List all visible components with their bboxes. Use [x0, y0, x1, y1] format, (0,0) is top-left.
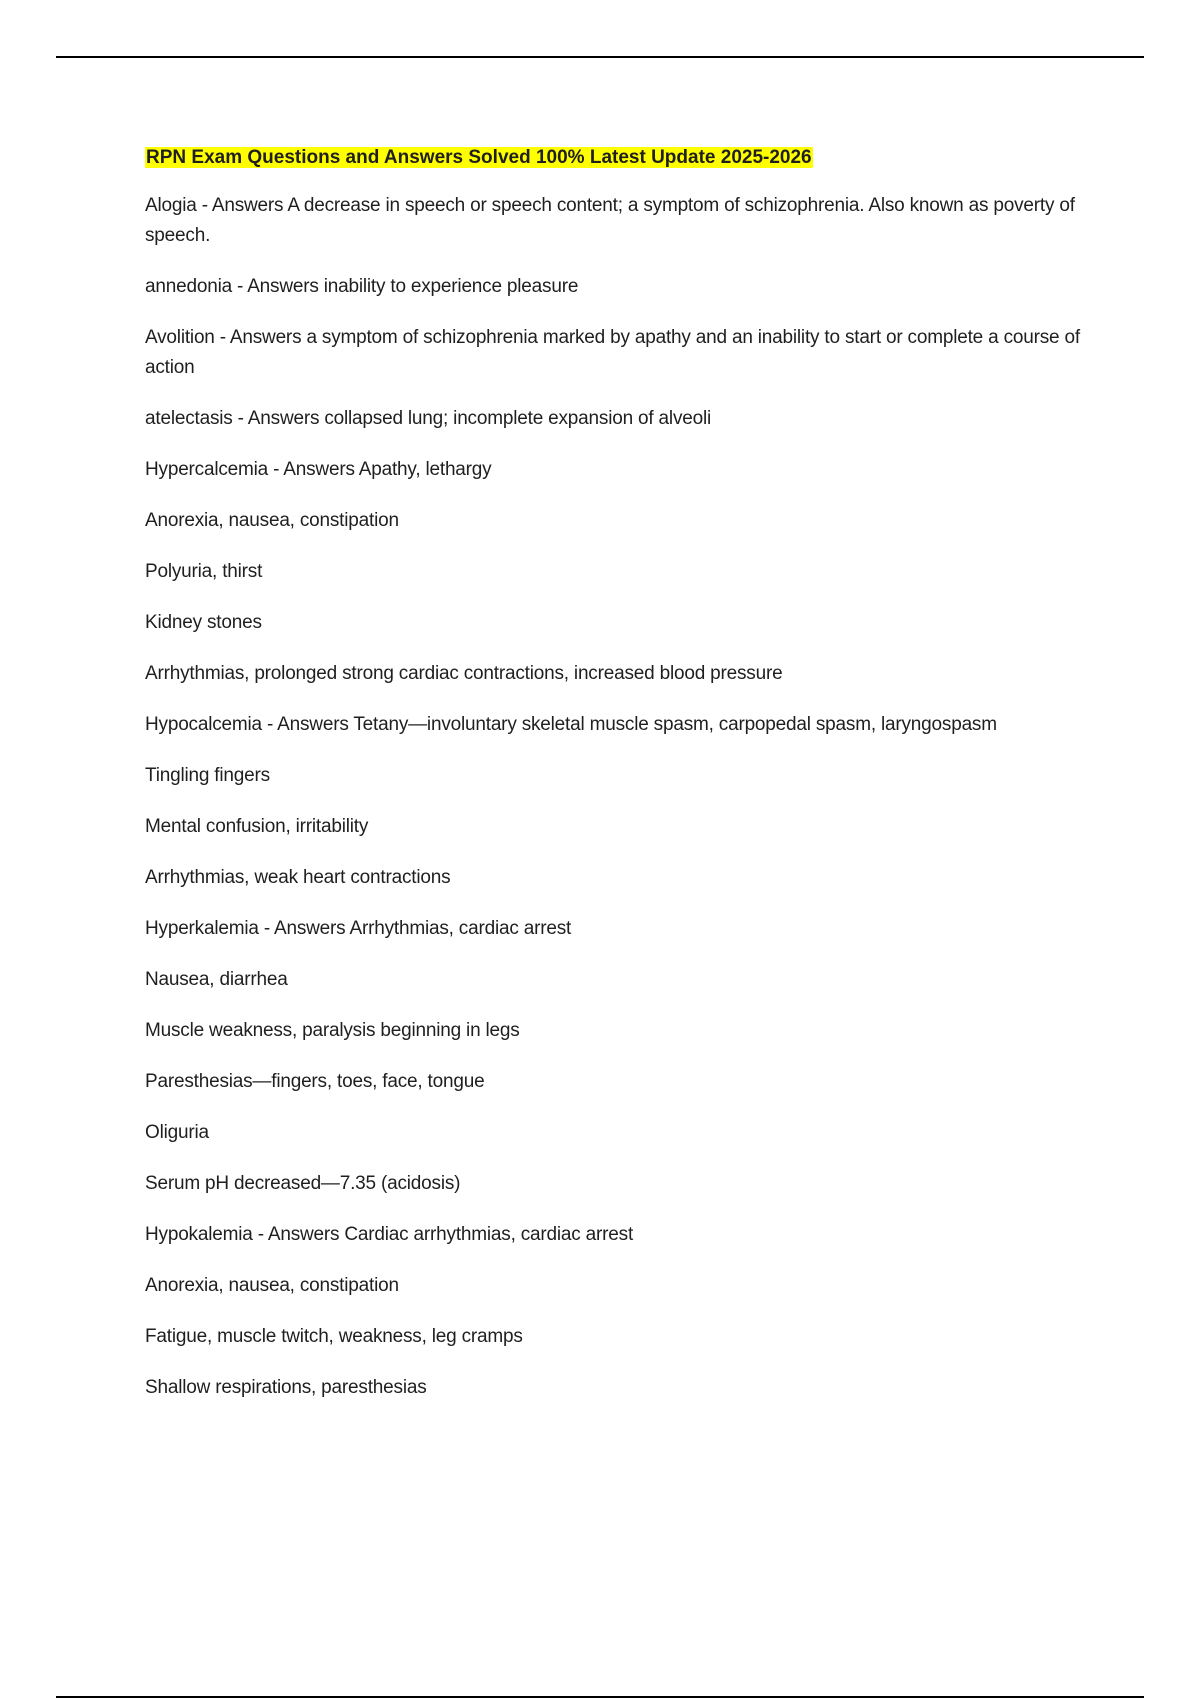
line-polyuria: Polyuria, thirst: [145, 561, 263, 582]
line-fatigue: Fatigue, muscle twitch, weakness, leg cramps: [145, 1326, 523, 1347]
line-serum-ph: Serum pH decreased—7.35 (acidosis): [145, 1173, 461, 1194]
line-mental-confusion: Mental confusion, irritability: [145, 816, 369, 837]
line-hypokalemia: Hypokalemia - Answers Cardiac arrhythmias, cardiac arrest: [145, 1224, 634, 1245]
document-body: [145, 144, 1085, 1424]
line-kidney-stones: Kidney stones: [145, 612, 262, 633]
line-oliguria: Oliguria: [145, 1122, 209, 1143]
line-hypercalcemia-anorexia: Anorexia, nausea, constipation: [145, 510, 399, 531]
line-hyperkalemia: Hyperkalemia - Answers Arrhythmias, cardiac arrest: [145, 918, 572, 939]
line-nausea-diarrhea: Nausea, diarrhea: [145, 969, 288, 990]
line-hypercalcemia: Hypercalcemia - Answers Apathy, lethargy: [145, 459, 492, 480]
footer-rule: [56, 1696, 1144, 1698]
line-arrhythmias-weak: Arrhythmias, weak heart contractions: [145, 867, 451, 888]
line-paresthesias: Paresthesias—fingers, toes, face, tongue: [145, 1071, 485, 1092]
header-rule: [56, 56, 1144, 58]
line-annedonia: annedonia - Answers inability to experience pleasure: [145, 276, 579, 297]
line-hypocalcemia: Hypocalcemia - Answers Tetany—involuntary skeletal muscle spasm, carpopedal spasm, laryngospasm: [145, 714, 997, 735]
line-alogia: Alogia - Answers A decrease in speech or speech content; a symptom of schizophrenia. Also known as poverty of speech.: [145, 195, 1075, 246]
line-atelectasis: atelectasis - Answers collapsed lung; incomplete expansion of alveoli: [145, 408, 712, 429]
title-highlight: RPN Exam Questions and Answers Solved 100% Latest Update 2025-2026: [146, 147, 812, 168]
line-muscle-weakness: Muscle weakness, paralysis beginning in legs: [145, 1020, 520, 1041]
line-hypokalemia-anorexia: Anorexia, nausea, constipation: [145, 1275, 399, 1296]
line-shallow-respirations: Shallow respirations, paresthesias: [145, 1377, 427, 1398]
document-title: [145, 144, 1085, 172]
line-arrhythmias-strong: Arrhythmias, prolonged strong cardiac contractions, increased blood pressure: [145, 663, 783, 684]
line-avolition: Avolition - Answers a symptom of schizophrenia marked by apathy and an inability to start or complete a course of action: [145, 327, 1080, 378]
line-tingling-fingers: Tingling fingers: [145, 765, 270, 786]
